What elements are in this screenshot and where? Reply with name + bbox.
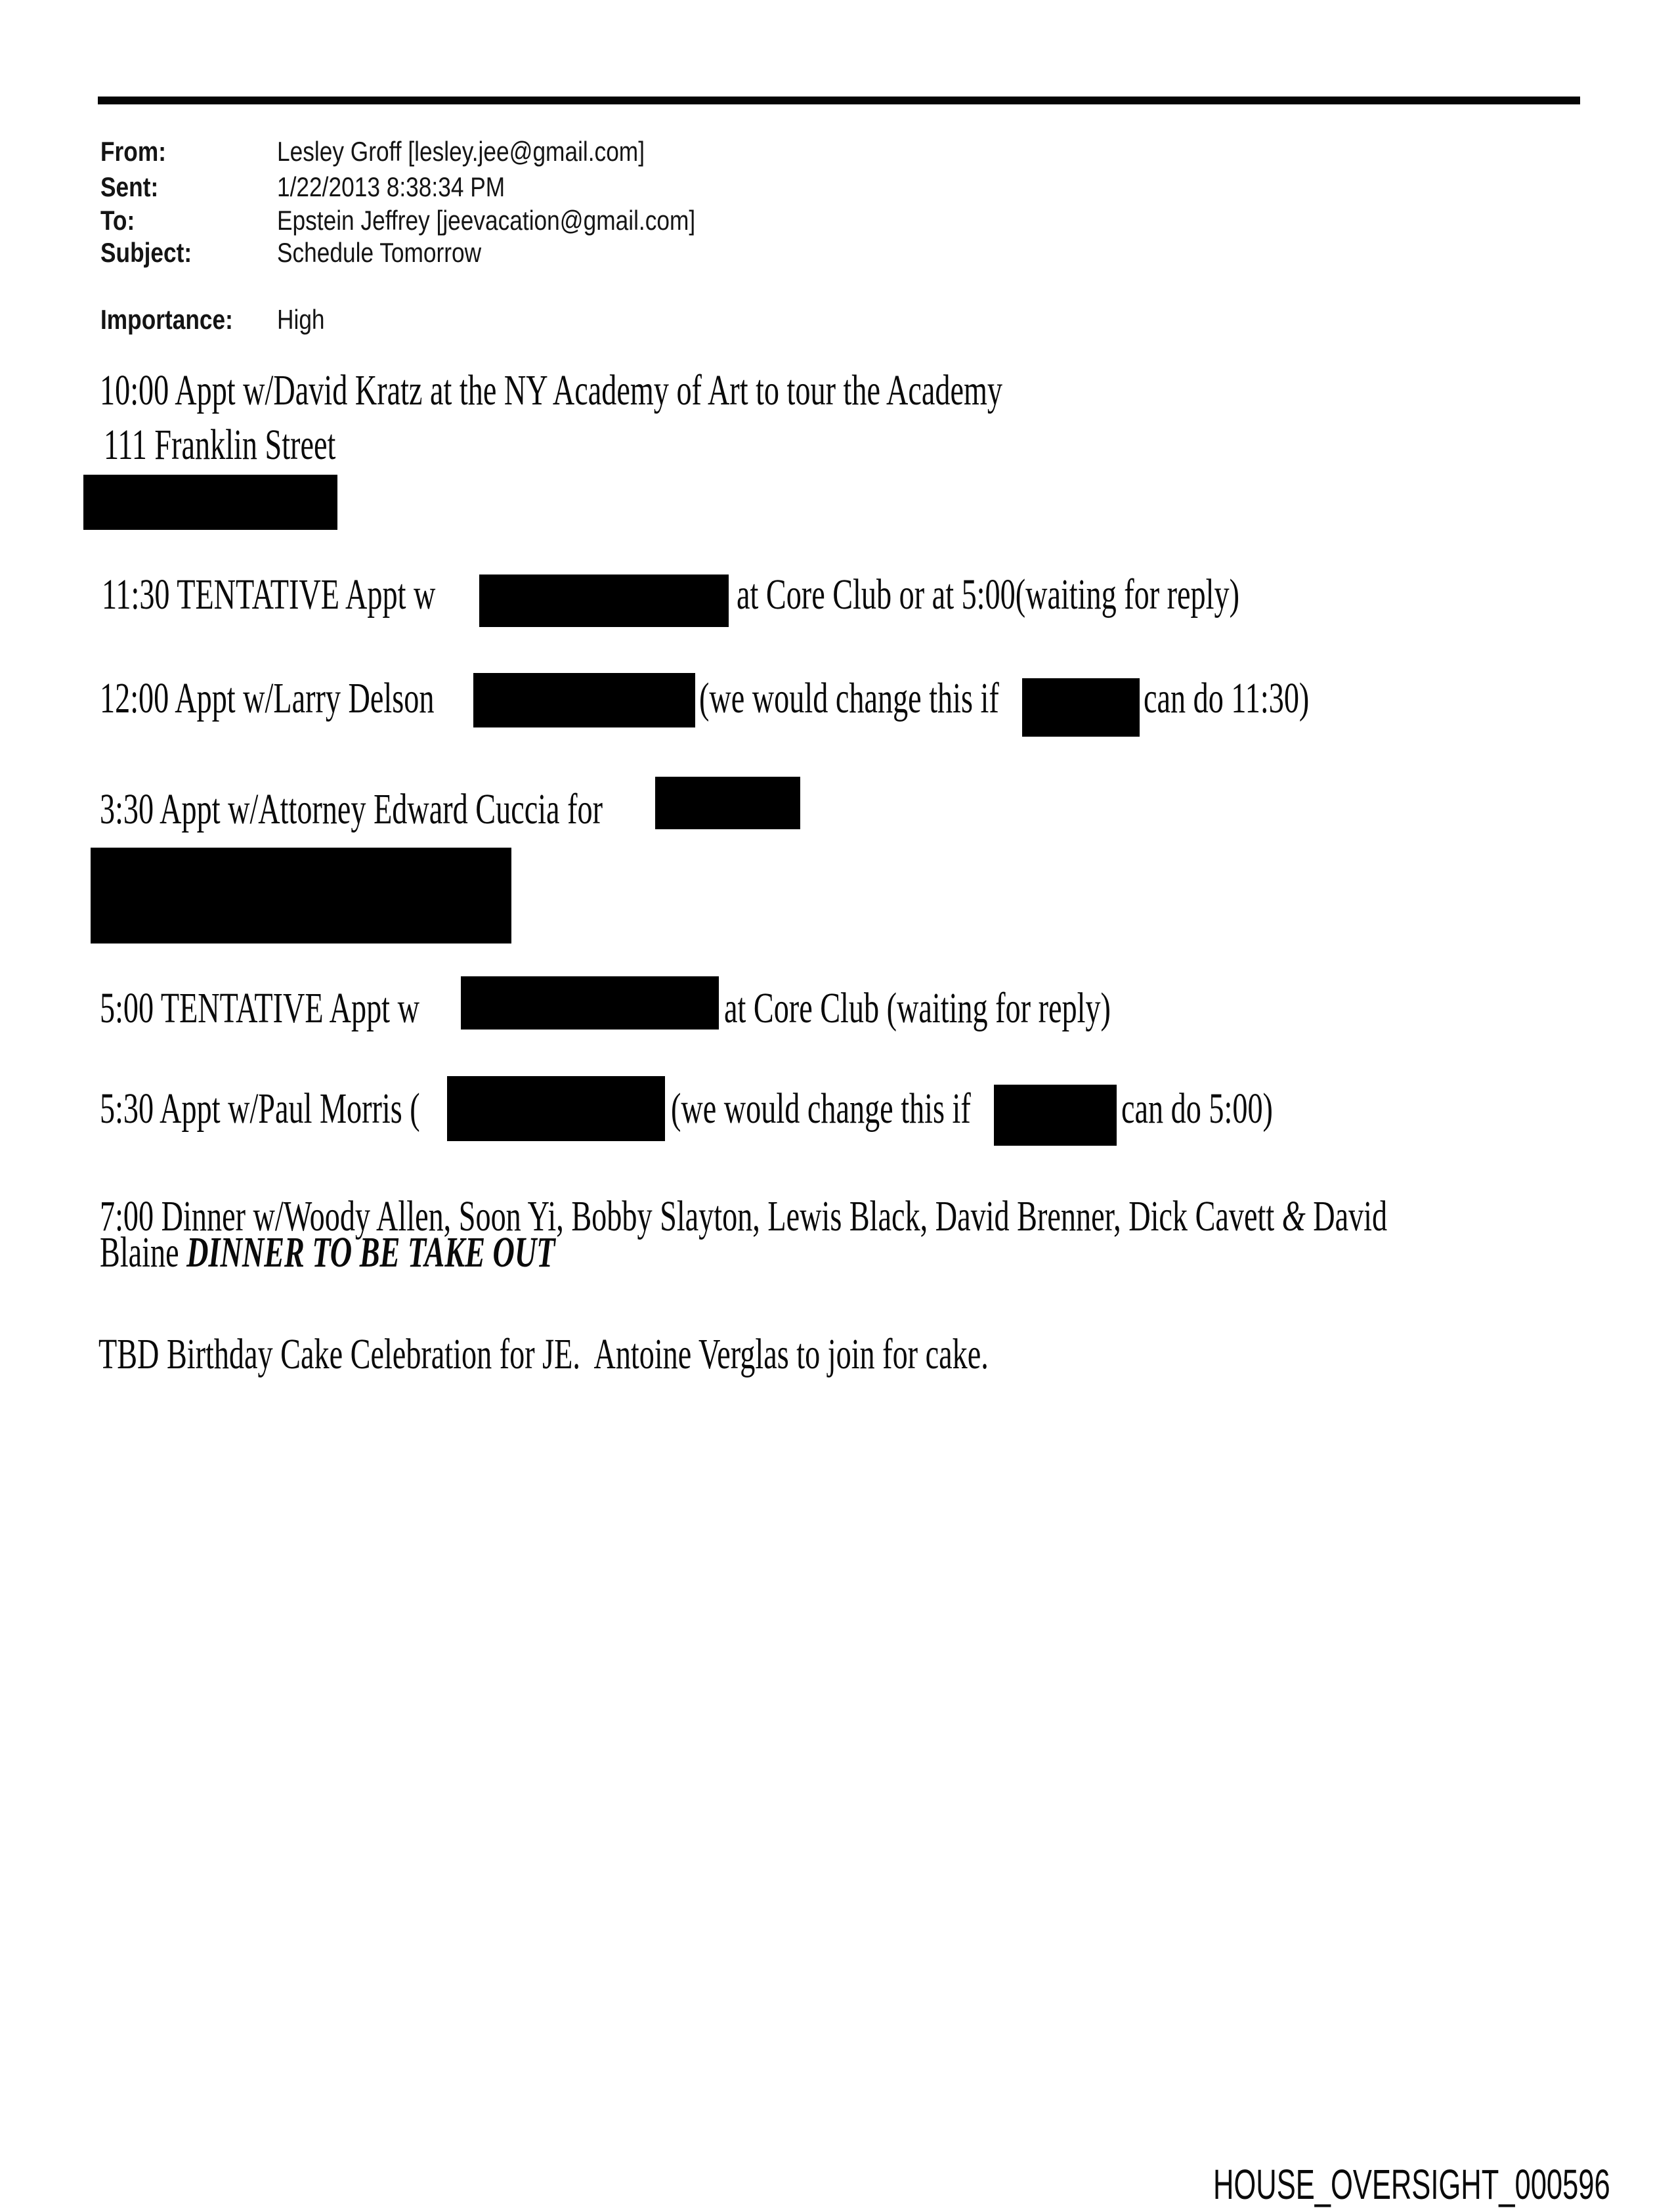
- redaction-box: [473, 673, 695, 727]
- schedule-line-1130-post: at Core Club or at 5:00(waiting for reply): [737, 571, 1239, 618]
- redaction-box-large: [91, 848, 511, 943]
- redaction-box: [1022, 678, 1140, 737]
- schedule-line-1000: 10:00 Appt w/David Kratz at the NY Academy of Art to tour the Academy: [100, 366, 1002, 414]
- schedule-line-address: 111 Franklin Street: [104, 421, 336, 469]
- schedule-line-530-post: can do 5:00): [1121, 1085, 1273, 1133]
- dinner-text: 7:00 Dinner w/Woody Allen, Soon Yi, Bobby Slayton, Lewis Black, David Brenner, Dick Cavett: [100, 1192, 1282, 1240]
- subject-label: Subject:: [100, 237, 192, 268]
- schedule-line-530-pre: 5:30 Appt w/Paul Morris (: [100, 1085, 420, 1133]
- schedule-line-1200-post: can do 11:30): [1144, 674, 1310, 722]
- sent-value: 1/22/2013 8:38:34 PM: [277, 171, 505, 202]
- from-value: Lesley Groff [lesley.jee@gmail.com]: [277, 136, 645, 167]
- from-label: From:: [100, 136, 166, 167]
- redaction-box: [447, 1076, 665, 1141]
- schedule-line-dinner-2: [100, 1228, 555, 1276]
- sent-label: Sent:: [100, 171, 159, 202]
- schedule-line-tbd: TBD Birthday Cake Celebration for JE. Antoine Verglas to join for cake.: [98, 1330, 989, 1378]
- dinner-takeout-emphasis: DINNER TO BE TAKE OUT: [186, 1228, 555, 1276]
- schedule-line-1200-pre: 12:00 Appt w/Larry Delson: [100, 674, 435, 722]
- schedule-line-530-mid: (we would change this if: [671, 1085, 971, 1133]
- schedule-line-500-post: at Core Club (waiting for reply): [724, 984, 1111, 1032]
- bates-number: HOUSE_OVERSIGHT_000596: [1213, 2161, 1610, 2208]
- to-value: Epstein Jeffrey [jeevacation@gmail.com]: [277, 205, 696, 236]
- redaction-box: [655, 777, 800, 829]
- subject-value: Schedule Tomorrow: [277, 237, 482, 268]
- dinner-text-end: David: [1305, 1192, 1388, 1240]
- schedule-line-1200-mid: (we would change this if: [699, 674, 999, 722]
- importance-value: High: [277, 304, 325, 335]
- redaction-box: [994, 1085, 1117, 1146]
- redaction-box: [479, 575, 729, 627]
- redaction-box: [83, 475, 337, 530]
- header-divider: [98, 97, 1580, 104]
- redaction-box: [461, 976, 719, 1030]
- dinner-ampersand: &: [1281, 1192, 1306, 1240]
- schedule-line-500-pre: 5:00 TENTATIVE Appt w: [100, 984, 419, 1032]
- schedule-line-1130-pre: 11:30 TENTATIVE Appt w: [102, 571, 436, 618]
- to-label: To:: [100, 205, 135, 236]
- schedule-line-330-pre: 3:30 Appt w/Attorney Edward Cuccia for: [100, 785, 603, 833]
- dinner-blaine: Blaine: [100, 1228, 187, 1276]
- importance-label: Importance:: [100, 304, 233, 335]
